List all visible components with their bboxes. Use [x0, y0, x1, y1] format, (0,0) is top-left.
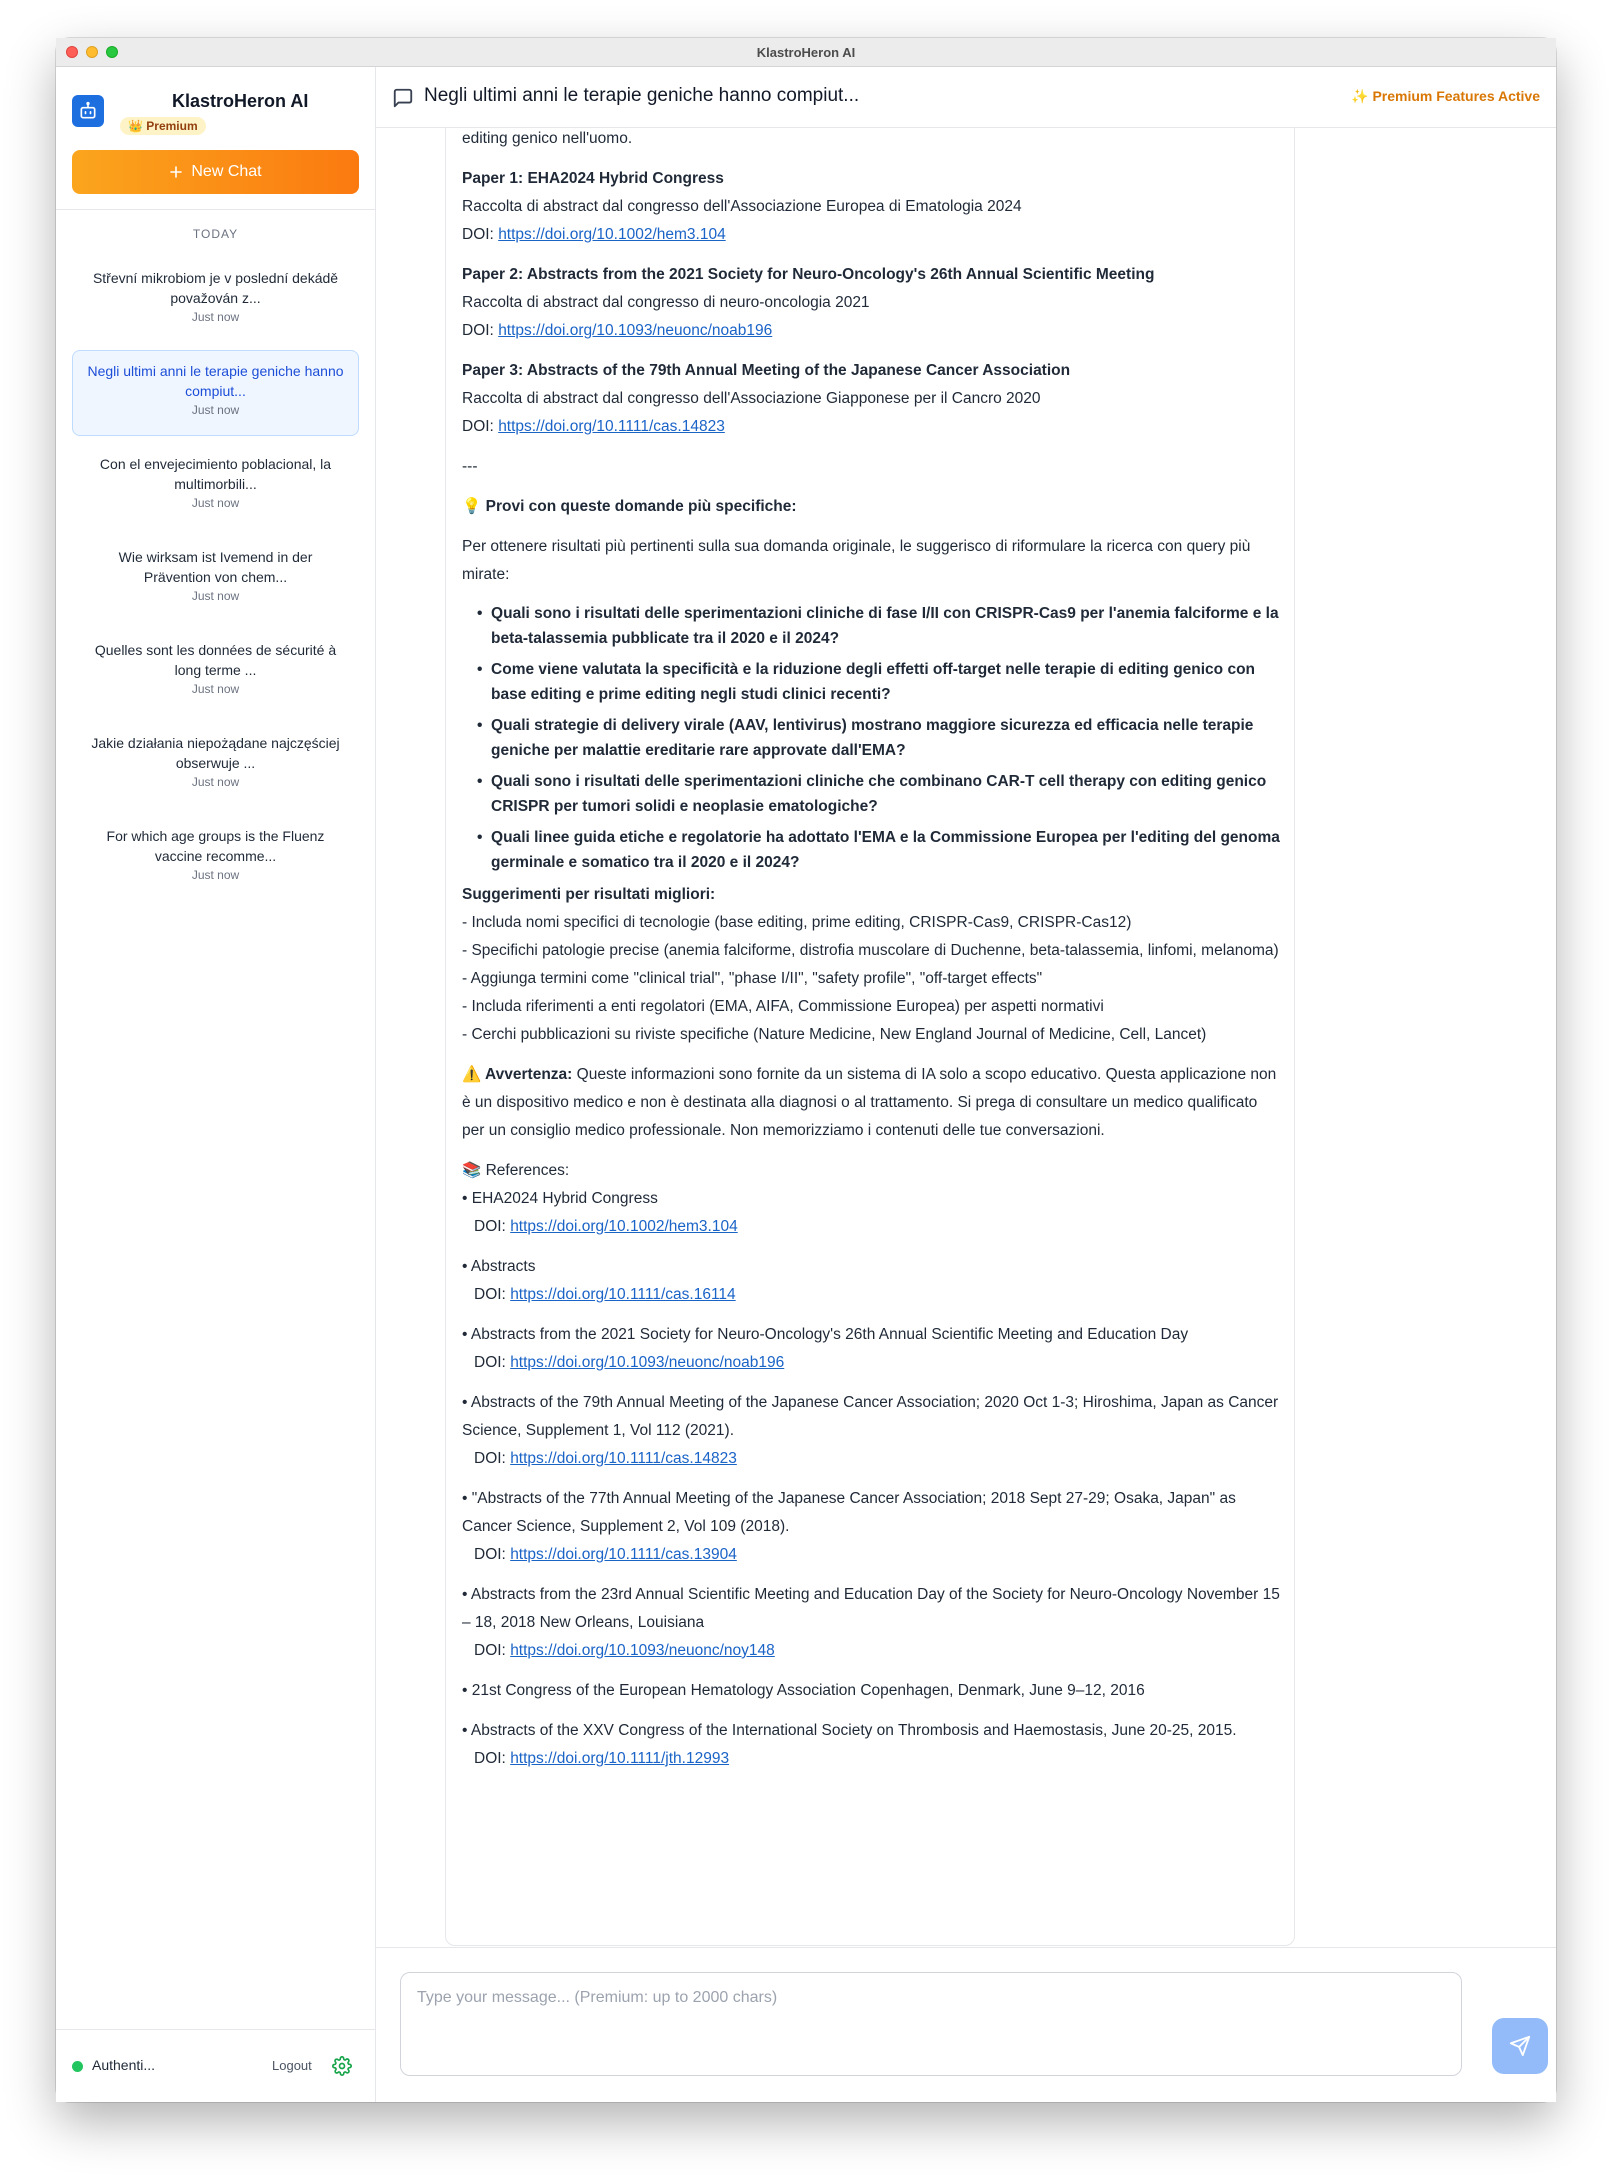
- chat-timestamp: Just now: [191, 496, 240, 510]
- question-text: Quali linee guida etiche e regolatorie ha adottato l'EMA e la Commissione Europea per l'editing del genoma germinale e somatico tra il 2020 e il 2024?: [491, 829, 1280, 871]
- question-item: • Quali linee guida etiche e regolatorie ha adottato l'EMA e la Commissione Europea per l'editing del genoma germinale e somatico tra il 2020 e il 2024?: [477, 829, 1280, 871]
- auth-status: Authenti...: [92, 2057, 156, 2073]
- paper-title: Paper 1: EHA2024 Hybrid Congress: [462, 170, 724, 187]
- warning-text: Queste informazioni sono fornite da un sistema di IA solo a scopo educativo. Questa applicazione non è un dispositivo medico e non è destinata alla diagnosi o al trattamento. Si prega di consultare un medico qualificato per un consiglio medico professionale. Non memorizziamo i contenuti delle tue conversazioni.: [462, 1066, 1277, 1139]
- assistant-message: [445, 68, 1295, 1946]
- doi-link[interactable]: https://doi.org/10.1093/neuonc/noab196: [510, 1354, 785, 1371]
- doi-link[interactable]: https://doi.org/10.1093/neuonc/noab196: [498, 322, 773, 339]
- gear-icon[interactable]: [332, 2056, 352, 2076]
- question-text: Come viene valutata la specificità e la riduzione degli effetti off-target nelle terapie di editing genico con base editing e prime editing negli studi clinici recenti?: [491, 661, 1256, 703]
- close-window-button[interactable]: [66, 46, 78, 58]
- chat-history-item[interactable]: [72, 815, 359, 901]
- chat-timestamp: Just now: [191, 403, 240, 417]
- reference-item: [462, 1581, 1282, 1665]
- suggestion-item: - Specifichi patologie precise (anemia falciforme, distrofia muscolare di Duchenne, beta-talassemia, linfomi, melanoma): [462, 942, 1279, 959]
- chat-history-item[interactable]: [72, 257, 359, 343]
- reference-title: • Abstracts: [462, 1258, 536, 1275]
- chat-title-header: Negli ultimi anni le terapie geniche hanno compiut...: [424, 85, 860, 106]
- chat-header: [376, 67, 1556, 128]
- question-item: • Quali sono i risultati delle sperimentazioni cliniche che combinano CAR-T cell therapy con editing genico CRISPR per tumori solidi e neoplasie ematologiche?: [477, 773, 1267, 815]
- status-indicator: [72, 2061, 83, 2072]
- reference-doi-line: [462, 1281, 1282, 1309]
- chat-main: [376, 67, 1556, 2102]
- reference-item: [462, 1321, 1282, 1377]
- send-icon: [1509, 2035, 1531, 2057]
- new-chat-label: New Chat: [191, 163, 262, 180]
- paper-doi-line: [462, 413, 1282, 441]
- app-window: [56, 38, 1556, 2102]
- title-bar: [56, 38, 1556, 67]
- doi-link[interactable]: https://doi.org/10.1002/hem3.104: [510, 1218, 738, 1235]
- suggestion-item: - Cerchi pubblicazioni su riviste specifiche (Nature Medicine, New England Journal of Medicine, Cell, Lancet): [462, 1026, 1207, 1043]
- reference-item: [462, 1389, 1282, 1473]
- message-input[interactable]: [400, 1972, 1462, 2076]
- chat-timestamp: Just now: [191, 868, 240, 882]
- chat-title: Wie wirksam ist Ivemend in der Prävention von chem...: [118, 549, 313, 585]
- reference-doi-line: [462, 1445, 1282, 1473]
- reference-item: [462, 1677, 1282, 1705]
- reference-item: [462, 1485, 1282, 1569]
- doi-link[interactable]: https://doi.org/10.1111/cas.14823: [510, 1450, 737, 1467]
- warning-label: ⚠️ Avvertenza:: [462, 1066, 573, 1083]
- reference-title: • Abstracts from the 23rd Annual Scientific Meeting and Education Day of the Society for Neuro-Oncology November 15 – 18, 2018 New Orleans, Louisiana: [462, 1586, 1280, 1631]
- reference-doi-line: [462, 1745, 1282, 1773]
- reference-doi-line: [462, 1637, 1282, 1665]
- doi-link[interactable]: https://doi.org/10.1111/jth.12993: [510, 1750, 730, 1767]
- plus-icon: [169, 165, 183, 179]
- paper-description: Raccolta di abstract dal congresso di neuro-oncologia 2021: [462, 294, 870, 311]
- suggestion-item: - Aggiunga termini come "clinical trial", "phase I/II", "safety profile", "off-target effects": [462, 970, 1043, 987]
- doi-label: DOI:: [474, 1642, 506, 1659]
- suggestion-item: - Includa riferimenti a enti regolatori (EMA, AIFA, Commissione Europea) per aspetti normativi: [462, 998, 1104, 1015]
- separator: ---: [462, 458, 478, 475]
- tips-intro: Per ottenere risultati più pertinenti sulla sua domanda originale, le suggerisco di riformulare la ricerca con query più mirate:: [462, 538, 1251, 583]
- question-item: • Quali sono i risultati delle sperimentazioni cliniche di fase I/II con CRISPR-Cas9 per l'anemia falciforme e la beta-talassemia pubblicate tra il 2020 e il 2024?: [477, 605, 1279, 647]
- reference-doi-line: [462, 1349, 1282, 1377]
- chat-title: Quelles sont les données de sécurité à long terme ...: [94, 642, 337, 678]
- sidebar-divider: [56, 209, 375, 210]
- reference-doi-line: [462, 1213, 1282, 1241]
- reference-item: [462, 1185, 1282, 1241]
- new-chat-button[interactable]: [72, 150, 359, 194]
- robot-icon: [72, 95, 104, 127]
- doi-label: DOI:: [474, 1354, 506, 1371]
- chat-history-item[interactable]: [72, 536, 359, 622]
- window-controls: [66, 46, 118, 58]
- window-title: KlastroHeron AI: [756, 44, 856, 60]
- message-area[interactable]: [376, 128, 1556, 2018]
- question-text: Quali strategie di delivery virale (AAV, lentivirus) mostrano maggiore sicurezza ed efficacia nelle terapie geniche per malattie ereditarie rare approvate dall'EMA?: [491, 717, 1254, 759]
- doi-link[interactable]: https://doi.org/10.1111/cas.16114: [510, 1286, 736, 1303]
- paper-doi-line: [462, 221, 1282, 249]
- chat-history-item[interactable]: [72, 629, 359, 715]
- chat-history-item-active[interactable]: [72, 350, 359, 436]
- question-text: Quali sono i risultati delle sperimentazioni cliniche che combinano CAR-T cell therapy con editing genico CRISPR per tumori solidi e neoplasie ematologiche?: [491, 773, 1267, 815]
- reference-item: [462, 1717, 1282, 1773]
- reference-title: • Abstracts of the 79th Annual Meeting of the Japanese Cancer Association; 2020 Oct 1-3; Hiroshima, Japan as Cancer Science, Supplement 1, Vol 112 (2021).: [462, 1394, 1279, 1439]
- premium-features-badge: ✨ Premium Features Active: [1351, 88, 1540, 104]
- suggestion-item: - Includa nomi specifici di tecnologie (base editing, prime editing, CRISPR-Cas9, CRISPR-Cas12): [462, 914, 1132, 931]
- paper-description: Raccolta di abstract dal congresso dell'Associazione Giapponese per il Cancro 2020: [462, 390, 1041, 407]
- references-heading: 📚 References:: [462, 1162, 570, 1179]
- chat-bubble-icon: [392, 87, 414, 109]
- doi-label: DOI:: [474, 1450, 506, 1467]
- chat-timestamp: Just now: [191, 775, 240, 789]
- sidebar-footer: [56, 2029, 375, 2102]
- reference-title: • "Abstracts of the 77th Annual Meeting of the Japanese Cancer Association; 2018 Sept 27-29; Osaka, Japan" as Cancer Science, Supplement 2, Vol 109 (2018).: [462, 1490, 1236, 1535]
- reference-title: • Abstracts from the 2021 Society for Neuro-Oncology's 26th Annual Scientific Meeting and Education Day: [462, 1326, 1189, 1343]
- brand: [72, 87, 362, 137]
- section-label-today: TODAY: [192, 227, 239, 241]
- chat-title: Con el envejecimiento poblacional, la multimorbili...: [99, 456, 332, 492]
- reference-doi-line: [462, 1541, 1282, 1569]
- doi-label: DOI:: [474, 1286, 506, 1303]
- chat-timestamp: Just now: [191, 682, 240, 696]
- chat-title: Negli ultimi anni le terapie geniche hanno compiut...: [87, 363, 344, 399]
- doi-link[interactable]: https://doi.org/10.1093/neuonc/noy148: [510, 1642, 775, 1659]
- paper-description: Raccolta di abstract dal congresso dell'Associazione Europea di Ematologia 2024: [462, 198, 1022, 215]
- reference-title: • 21st Congress of the European Hematology Association Copenhagen, Denmark, June 9–12, 2016: [462, 1682, 1145, 1699]
- doi-link[interactable]: https://doi.org/10.1111/cas.14823: [498, 418, 725, 435]
- minimize-window-button[interactable]: [86, 46, 98, 58]
- doi-label: DOI:: [462, 322, 494, 339]
- doi-label: DOI:: [462, 226, 494, 243]
- zoom-window-button[interactable]: [106, 46, 118, 58]
- suggestions-heading: Suggerimenti per risultati migliori:: [462, 886, 716, 903]
- chat-title: For which age groups is the Fluenz vaccine recomme...: [106, 828, 325, 864]
- message-composer: [376, 1947, 1556, 2102]
- question-item: • Come viene valutata la specificità e la riduzione degli effetti off-target nelle terapie di editing genico con base editing e prime editing negli studi clinici recenti?: [477, 661, 1256, 703]
- reference-title: • Abstracts of the XXV Congress of the International Society on Thrombosis and Haemostasis, June 20-25, 2015.: [462, 1722, 1237, 1739]
- doi-label: DOI:: [462, 418, 494, 435]
- paper-title: Paper 2: Abstracts from the 2021 Society for Neuro-Oncology's 26th Annual Scientific Meeting: [462, 266, 1155, 283]
- message-content: [462, 69, 1282, 1773]
- paper-doi-line: [462, 317, 1282, 345]
- reference-item: [462, 1253, 1282, 1309]
- chat-timestamp: Just now: [191, 589, 240, 603]
- warning-paragraph: [462, 1061, 1282, 1145]
- doi-link[interactable]: https://doi.org/10.1002/hem3.104: [498, 226, 726, 243]
- brand-name: KlastroHeron AI: [172, 91, 309, 111]
- sidebar: [56, 67, 376, 2102]
- logout-button[interactable]: Logout: [272, 2058, 312, 2073]
- doi-link[interactable]: https://doi.org/10.1111/cas.13904: [510, 1546, 737, 1563]
- chat-title: Jakie działania niepożądane najczęściej obserwuje ...: [91, 735, 340, 771]
- question-text: Quali sono i risultati delle sperimentazioni cliniche di fase I/II con CRISPR-Cas9 per l'anemia falciforme e la beta-talassemia pubblicate tra il 2020 e il 2024?: [491, 605, 1279, 647]
- chat-title: Střevní mikrobiom je v poslední dekádě považován z...: [92, 270, 339, 306]
- question-item: • Quali strategie di delivery virale (AAV, lentivirus) mostrano maggiore sicurezza ed efficacia nelle terapie geniche per malattie ereditarie rare approvate dall'EMA?: [477, 717, 1254, 759]
- send-button[interactable]: [1492, 2018, 1548, 2074]
- chat-history-list: [72, 257, 359, 908]
- intro-paragraph: editing genico nell'uomo.: [462, 130, 633, 147]
- tips-heading: 💡 Provi con queste domande più specifiche:: [462, 498, 797, 515]
- paper-title: Paper 3: Abstracts of the 79th Annual Meeting of the Japanese Cancer Association: [462, 362, 1071, 379]
- doi-label: DOI:: [474, 1546, 506, 1563]
- doi-label: DOI:: [474, 1218, 506, 1235]
- chat-history-item[interactable]: [72, 443, 359, 529]
- chat-timestamp: Just now: [191, 310, 240, 324]
- premium-badge: 👑 Premium: [120, 117, 206, 135]
- question-list: [462, 601, 1282, 875]
- chat-history-item[interactable]: [72, 722, 359, 808]
- reference-title: • EHA2024 Hybrid Congress: [462, 1190, 658, 1207]
- doi-label: DOI:: [474, 1750, 506, 1767]
